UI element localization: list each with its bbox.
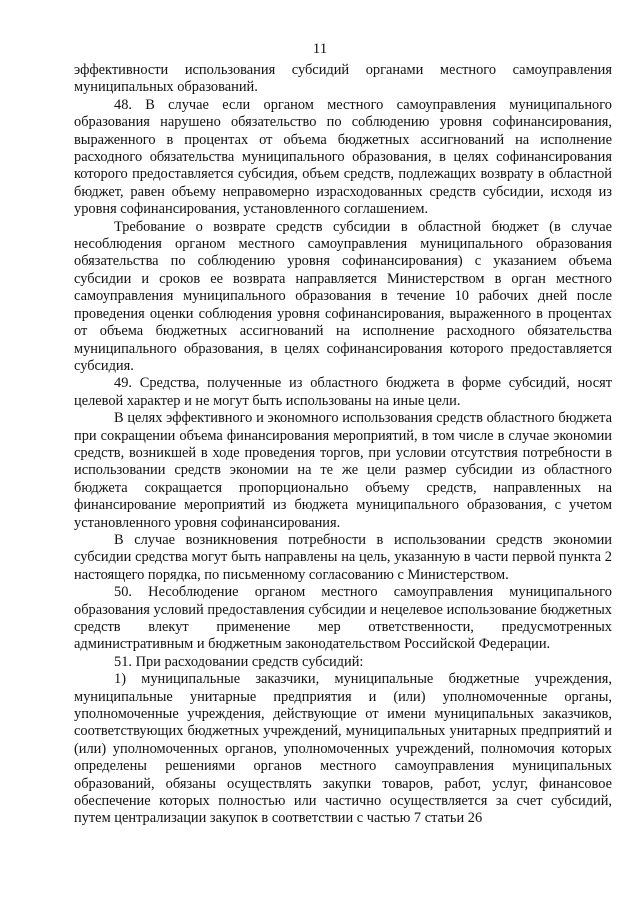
- document-body: [74, 62, 612, 828]
- paragraph-51: 51. При расходовании средств субсидий:: [114, 653, 364, 670]
- paragraph-49: 49. Средства, полученные из областного бюджета в форме субсидий, носят целевой характер и не могут быть использованы на иные цели.: [74, 375, 612, 409]
- paragraph-50: 50. Несоблюдение органом местного самоуправления муниципального образования условий предоставления субсидии и нецелевое использование бюджетных средств влекут применение мер ответственности, предусмотренных административным и бюджетным законодательством Российской Федерации.: [74, 584, 612, 653]
- paragraph-51-item-1: 1) муниципальные заказчики, муниципальные бюджетные учреждения, муниципальные унитарные предприятия и (или) уполномоченные органы, уполномоченные учреждения, действующие от имени муниципальных заказчиков, соответствующих бюджетных учреждений, муниципальных унитарных предприятий и (или) уполномоченных органов, уполномоченных учреждений, полномочия которых определены решениями органов местного самоуправления муниципальных образований, обязаны осуществлять закупки товаров, работ, услуг, финансовое обеспечение которых полностью или частично осуществляется за счет субсидий, путем централизации закупок в соответствии с частью 7 статьи 26: [74, 671, 612, 827]
- paragraph-continuation: эффективности использования субсидий органами местного самоуправления муниципальных образований.: [74, 62, 612, 96]
- paragraph-49-economy-use: В случае возникновения потребности в использовании средств экономии субсидии средства могут быть направлены на цель, указанную в части первой пункта 2 настоящего порядка, по письменному согласованию с Министерством.: [74, 531, 612, 583]
- page-number: 11: [312, 41, 328, 57]
- paragraph-49-savings: В целях эффективного и экономного использования средств областного бюджета при сокращении объема финансирования мероприятий, в том числе в случае экономии средств, возникшей в ходе проведения торгов, при условии отсутствия потребности в использовании средств экономии на те же цели размер субсидии из областного бюджета сокращается пропорционально объему средств, направленных на финансирование мероприятий из бюджета муниципального образования, с учетом установленного уровня софинансирования.: [74, 410, 612, 531]
- paragraph-48: 48. В случае если органом местного самоуправления муниципального образования нарушено обязательство по соблюдению уровня софинансирования, выраженного в процентах от объема бюджетных ассигнований на исполнение расходного обязательства муниципального образования, в целях софинансирования которого предоставляется субсидия, объем средств, подлежащих возврату в областной бюджет, равен объему неправомерно израсходованных средств субсидии, исходя из уровня софинансирования, установленного соглашением.: [74, 96, 612, 218]
- paragraph-48-requirement: Требование о возврате средств субсидии в областной бюджет (в случае несоблюдения органом местного самоуправления муниципального образования обязательства по соблюдению уровня софинансирования) с указанием объема субсидии и сроков ее возврата направляется Министерством в орган местного самоуправления муниципального образования в течение 10 рабочих дней после проведения оценки соблюдения уровня софинансирования, выраженного в процентах от объема бюджетных ассигнований на исполнение расходного обязательства муниципального образования, в целях софинансирования которого предоставляется субсидия.: [74, 218, 612, 374]
